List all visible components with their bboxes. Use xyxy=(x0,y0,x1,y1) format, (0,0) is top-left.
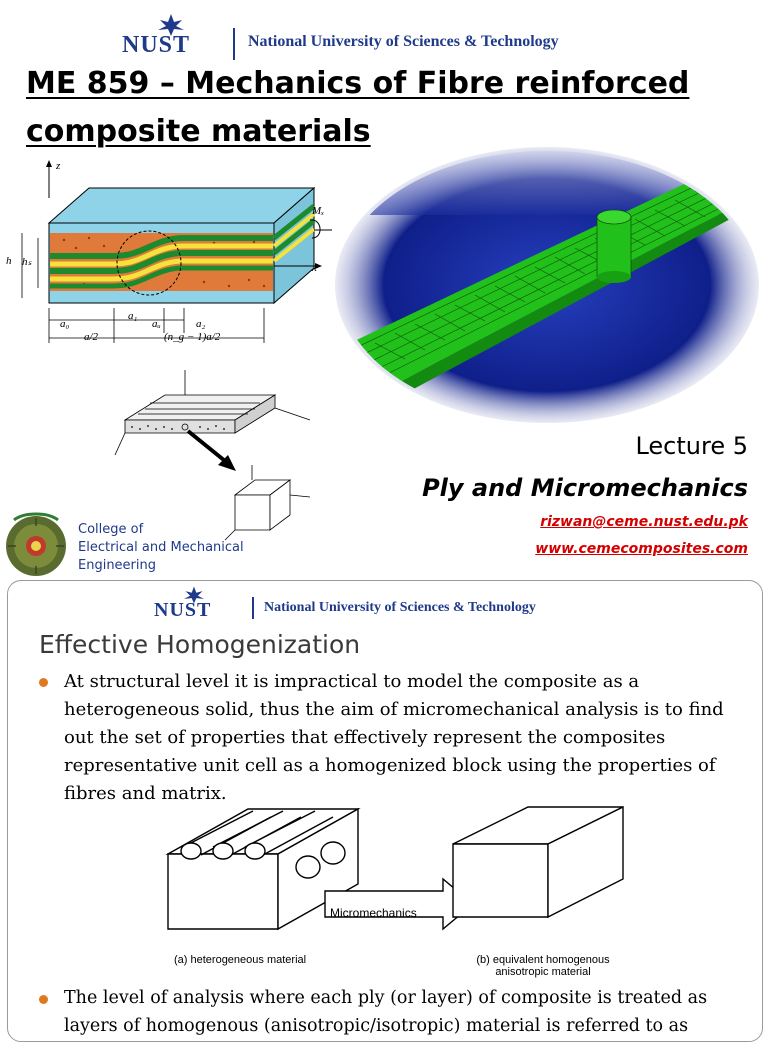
course-title-line2: composite materials xyxy=(26,114,371,149)
homogenization-figure xyxy=(153,799,633,979)
header-divider xyxy=(233,28,235,60)
diagram-label-mx: Mₓ xyxy=(312,205,325,217)
college-line-3: Engineering xyxy=(78,558,156,573)
diagram-label-a1: a₁ xyxy=(128,310,138,322)
course-title-line1: ME 859 – Mechanics of Fibre reinforced xyxy=(26,66,690,101)
diagram-label-x: x xyxy=(312,262,317,274)
ceme-college-logo-icon xyxy=(0,510,72,578)
bullet-2-line1: The level of analysis where each ply (or layer) of composite is treated as xyxy=(64,988,708,1008)
college-name xyxy=(78,521,244,575)
diagram-label-a-half: a/2 xyxy=(84,331,99,343)
ply-unit-cell-sketch xyxy=(110,365,330,545)
caption-homogeneous xyxy=(463,954,623,978)
bullet-1-text: At structural level it is impractical to model the composite as a heterogeneous solid, thus the aim of micromechanical analysis is to find out the set of properties that effectively represent the composites representative unit cell as a homogenized block using the properties of fibres and matrix. xyxy=(64,671,724,804)
diagram-label-a0: a₀ xyxy=(60,318,70,330)
diagram-label-z: z xyxy=(56,160,61,172)
fem-mesh-image xyxy=(335,145,760,425)
email-link[interactable]: rizwan@ceme.nust.edu.pk xyxy=(540,514,748,530)
college-line-1: College of xyxy=(78,522,144,537)
bullet-1-icon xyxy=(39,678,48,687)
university-name-2: National University of Sciences & Technology xyxy=(264,600,536,615)
diagram-label-a2: a₂ xyxy=(196,318,206,330)
caption-homogeneous-line2: anisotropic material xyxy=(495,966,591,978)
caption-homogeneous-line1: (b) equivalent homogenous xyxy=(476,954,610,966)
diagram-label-h: h xyxy=(6,255,12,267)
lecture-number: Lecture 5 xyxy=(635,432,748,460)
bullet-2-line2: layers of homogenous (anisotropic/isotropic) material is referred to as xyxy=(64,1016,689,1036)
website-link[interactable]: www.cemecomposites.com xyxy=(535,541,748,557)
slide-heading: Effective Homogenization xyxy=(39,630,361,659)
diagram-label-ng: (n_g − 1)a/2 xyxy=(164,331,221,343)
micromechanics-arrow-label: Micromechanics xyxy=(330,906,417,920)
header-divider-2 xyxy=(252,597,254,619)
college-line-2: Electrical and Mechanical xyxy=(78,540,244,555)
nust-logo-word: NUST xyxy=(122,32,191,58)
diagram-label-hs: hₛ xyxy=(22,256,32,268)
lecture-subtitle: Ply and Micromechanics xyxy=(422,474,748,502)
nust-logo-word-2: NUST xyxy=(154,599,212,621)
diagram-label-au: aᵤ xyxy=(152,318,161,330)
caption-heterogeneous: (a) heterogeneous material xyxy=(174,954,307,966)
slide-2 xyxy=(7,580,763,1042)
bullet-2-icon xyxy=(39,995,48,1004)
university-name: National University of Sciences & Technology xyxy=(248,33,559,50)
